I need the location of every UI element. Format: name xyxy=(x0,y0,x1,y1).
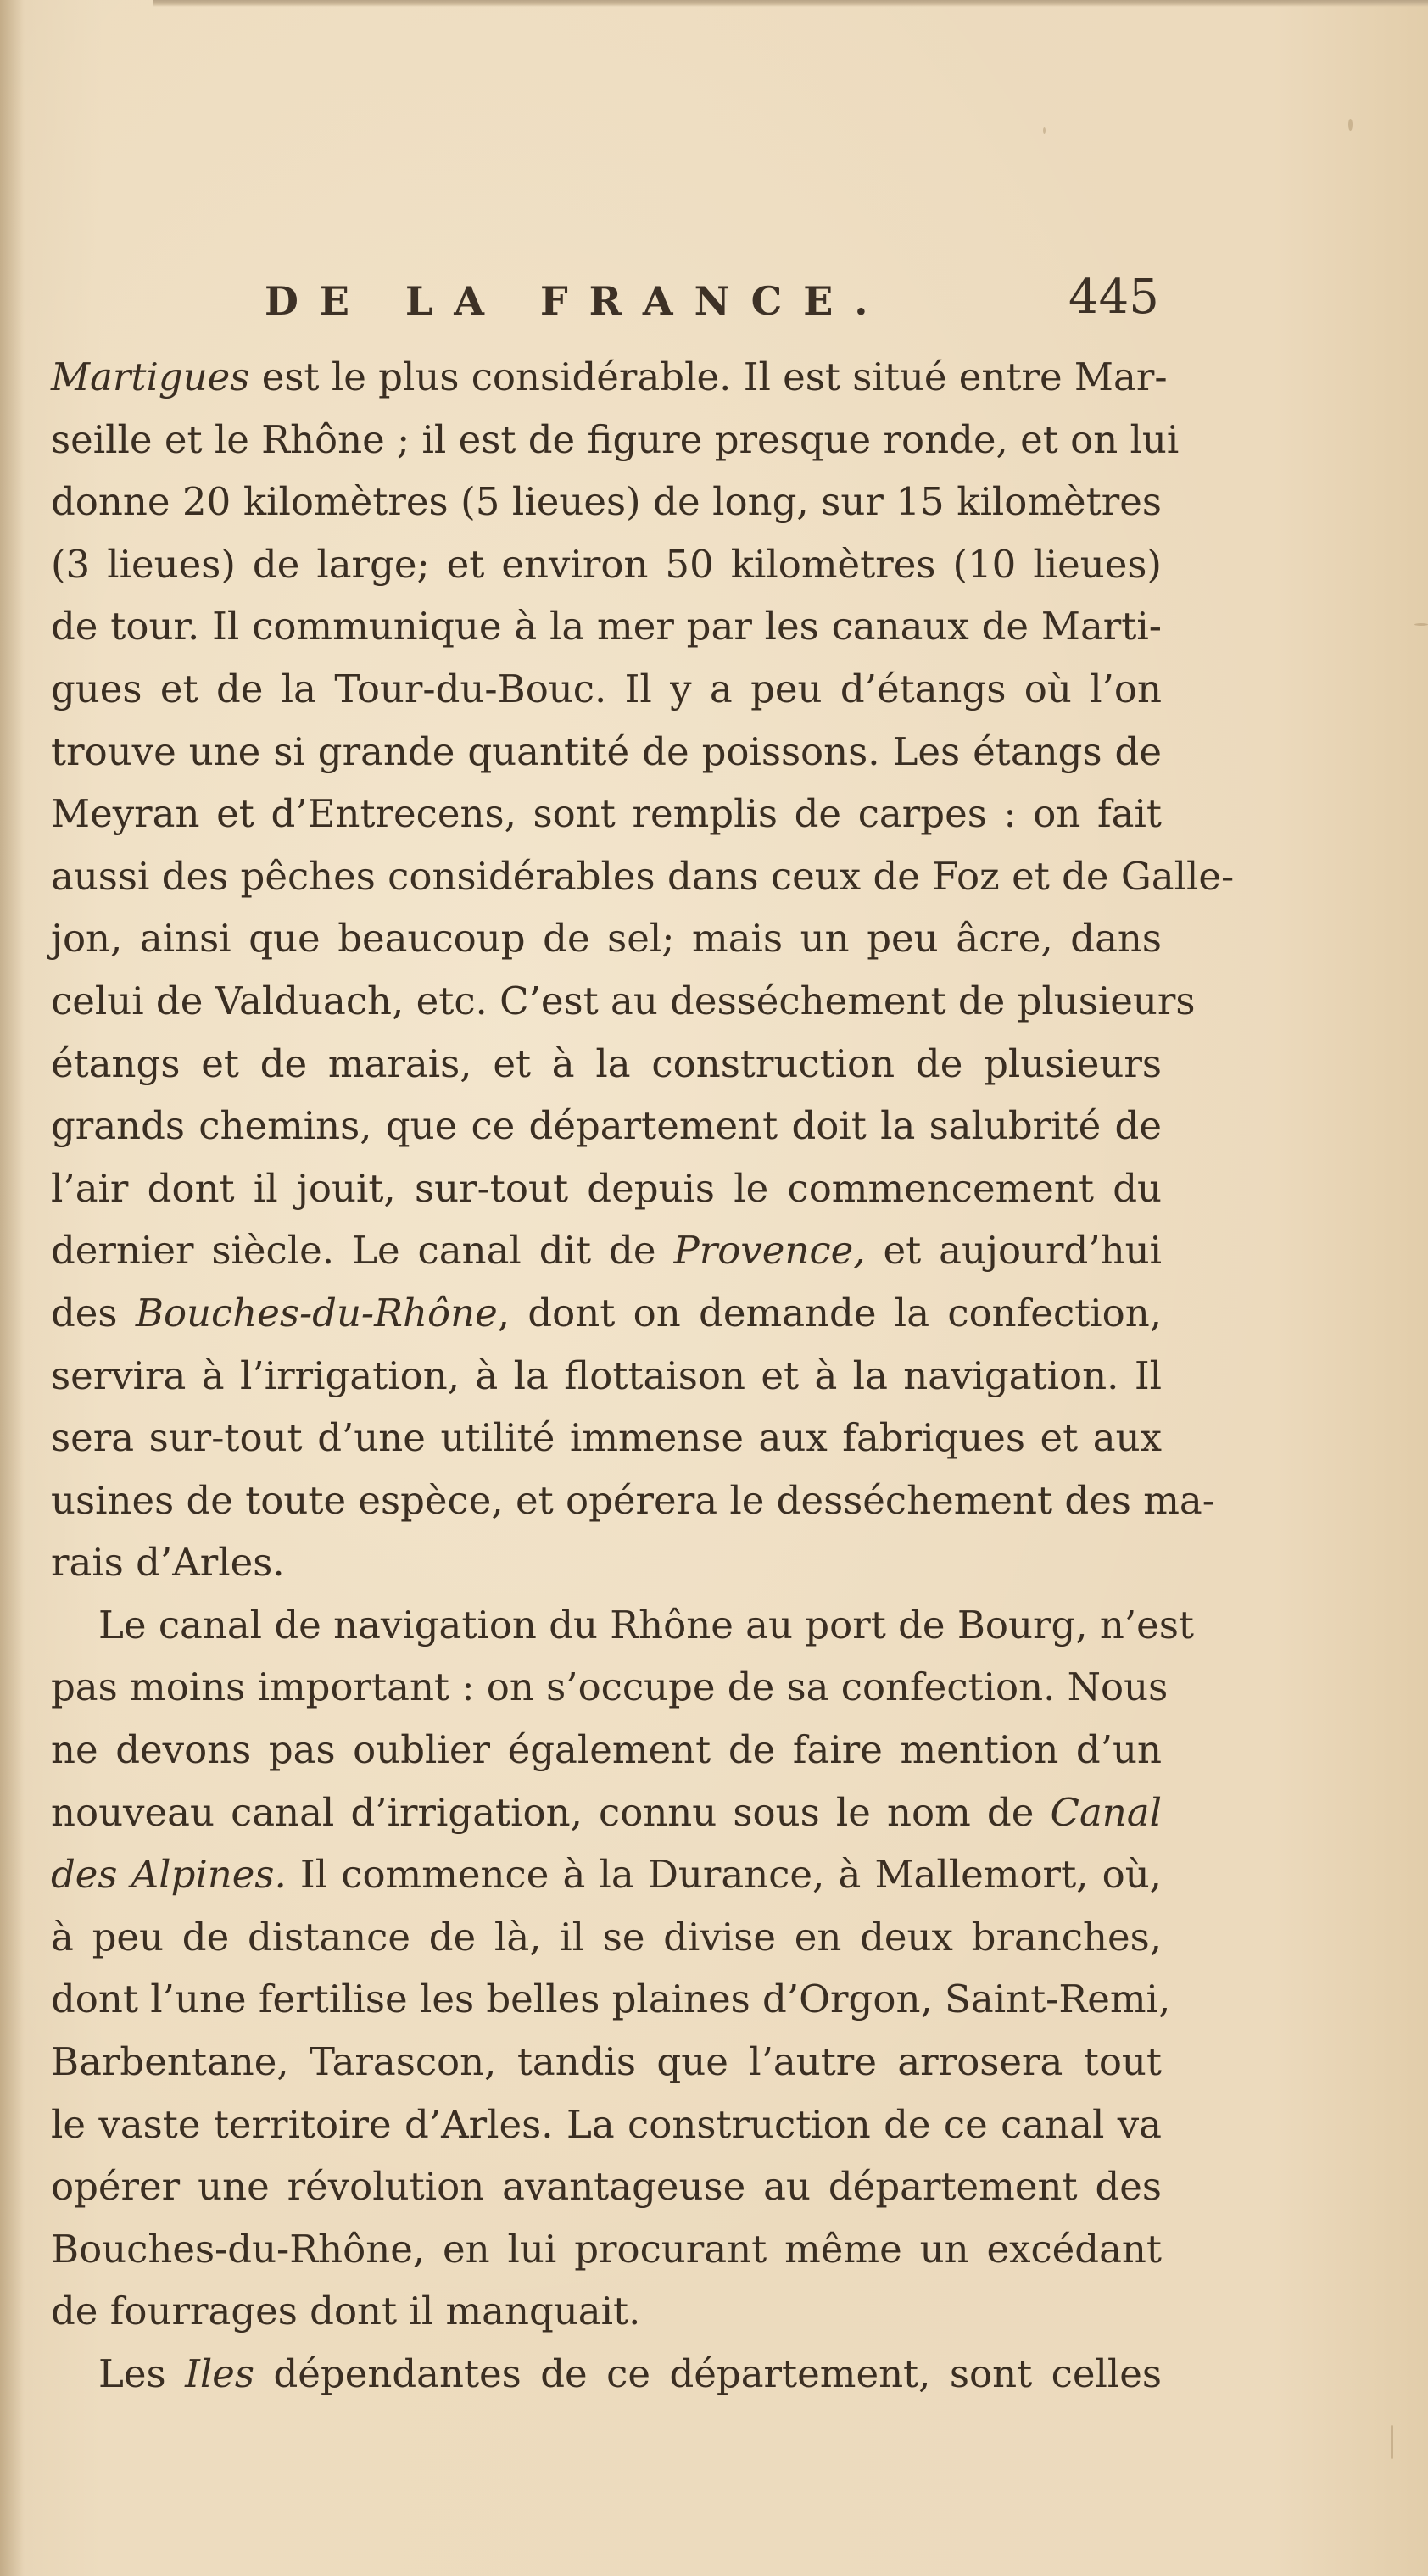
paragraph-first-line: Les Iles dépendantes de ce département, sont celles xyxy=(98,2351,1162,2396)
italic-word: Bouches-du-Rhône xyxy=(135,1290,498,1335)
text-line: sera sur-tout d’une utilité immense aux fabriques et aux xyxy=(51,1415,1162,1461)
italic-word: des Alpines. xyxy=(51,1852,287,1898)
running-title: DE LA FRANCE. xyxy=(265,278,890,324)
text-line: usines de toute espèce, et opérera le desséchement des ma- xyxy=(51,1477,1215,1523)
paper-spot xyxy=(1414,623,1428,626)
page-number: 445 xyxy=(1068,270,1159,325)
paragraph-first-line: Le canal de navigation du Rhône au port de Bourg, n’est xyxy=(98,1602,1194,1648)
running-header xyxy=(0,270,1428,329)
italic-word: Canal xyxy=(1050,1789,1162,1835)
text-line: celui de Valduach, etc. C’est au desséchement de plusieurs xyxy=(51,978,1196,1023)
text-line: l’air dont il jouit, sur-tout depuis le commencement du xyxy=(51,1165,1162,1211)
italic-word: Iles xyxy=(185,2351,254,2396)
text-line: des Alpines. Il commence à la Durance, à Mallemort, où, xyxy=(51,1852,1162,1898)
paper-spot xyxy=(1391,2425,1393,2459)
text-line: pas moins important : on s’occupe de sa confection. Nous xyxy=(51,1664,1169,1710)
text-line: des Bouches-du-Rhône, dont on demande la confection, xyxy=(51,1290,1162,1335)
page-top-edge xyxy=(153,0,1428,7)
text-line: nouveau canal d’irrigation, connu sous le nom de Canal xyxy=(51,1789,1162,1835)
text-line: rais d’Arles. xyxy=(51,1540,285,1586)
paper-spot xyxy=(1043,127,1046,134)
italic-word: Provence, xyxy=(673,1228,866,1274)
body-text xyxy=(51,346,1235,2406)
text-line: Martigues est le plus considérable. Il est situé entre Mar- xyxy=(51,354,1168,399)
binding-shadow xyxy=(0,0,24,2576)
text-line: Bouches-du-Rhône, en lui procurant même un excédant xyxy=(51,2226,1162,2272)
text-line: de tour. Il communique à la mer par les canaux de Marti- xyxy=(51,604,1162,650)
text-line: dernier siècle. Le canal dit de Provence, et aujourd’hui xyxy=(51,1228,1163,1274)
text-line: aussi des pêches considérables dans ceux de Foz et de Galle- xyxy=(51,853,1235,899)
text-line: opérer une révolution avantageuse au département des xyxy=(51,2164,1162,2210)
text-line: jon, ainsi que beaucoup de sel; mais un peu âcre, dans xyxy=(51,916,1162,962)
text-line: trouve une si grande quantité de poissons. Les étangs de xyxy=(51,728,1162,774)
text-line: à peu de distance de là, il se divise en deux branches, xyxy=(51,1914,1162,1960)
text-line: seille et le Rhône ; il est de figure presque ronde, et on lui xyxy=(51,416,1180,462)
text-line: donne 20 kilomètres (5 lieues) de long, sur 15 kilomètres xyxy=(51,479,1162,525)
paper-spot xyxy=(1348,119,1353,131)
text-line: le vaste territoire d’Arles. La construction de ce canal va xyxy=(51,2101,1162,2147)
text-line: gues et de la Tour-du-Bouc. Il y a peu d’étangs où l’on xyxy=(51,666,1162,711)
text-line: de fourrages dont il manquait. xyxy=(51,2289,641,2334)
text-line: Meyran et d’Entrecens, sont remplis de carpes : on fait xyxy=(51,791,1162,837)
text-line: Barbentane, Tarascon, tandis que l’autre arrosera tout xyxy=(51,2039,1162,2085)
text-line: dont l’une fertilise les belles plaines d’Orgon, Saint-Remi, xyxy=(51,1977,1171,2022)
text-line: servira à l’irrigation, à la flottaison et à la navigation. Il xyxy=(51,1352,1162,1398)
text-line: ne devons pas oublier également de faire mention d’un xyxy=(51,1727,1162,1773)
text-line: étangs et de marais, et à la construction de plusieurs xyxy=(51,1040,1162,1086)
text-line: (3 lieues) de large; et environ 50 kilomètres (10 lieues) xyxy=(51,541,1162,587)
italic-word: Martigues xyxy=(51,354,250,399)
text-line: grands chemins, que ce département doit la salubrité de xyxy=(51,1103,1162,1149)
